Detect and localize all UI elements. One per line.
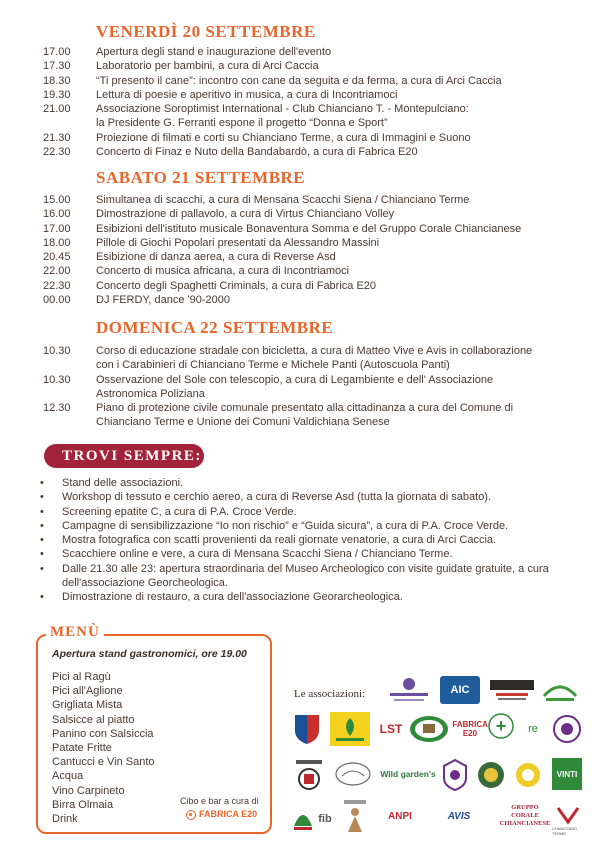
logo-crest-purple — [442, 758, 468, 792]
menu-item: Salsicce al piatto — [52, 713, 135, 726]
logo-ct-text — [552, 826, 584, 836]
logo-avis-text: AVIS — [447, 810, 471, 822]
logo-orizzonte — [334, 760, 372, 788]
fabrica-icon — [186, 810, 196, 820]
schedule-row — [43, 344, 573, 373]
schedule-row — [43, 264, 573, 278]
associations-label: Le associazioni: — [294, 688, 366, 700]
menu-box — [36, 624, 272, 834]
schedule-row — [43, 236, 573, 250]
logo-fabrica-e20 — [452, 712, 488, 746]
schedule-friday — [43, 45, 573, 159]
trovi-sempre-badge — [44, 444, 204, 468]
logo-arci-caccia — [488, 676, 536, 704]
menu-item: Patate Fritte — [52, 742, 112, 755]
logo-avis — [426, 804, 492, 828]
schedule-row — [43, 88, 573, 102]
list-item: • Campagne di sensibilizzazione “Io non rischio” e “Guida sicura”, a cura di P.A. Croce Verde. — [40, 519, 580, 533]
event-desc: Apertura degli stand e inaugurazione dell'evento — [96, 46, 332, 58]
menu-subtitle: Apertura stand gastronomici, ore 19.00 — [52, 648, 247, 660]
event-desc-line: la Presidente G. Ferranti espone il progetto “Donna e Sport” — [96, 117, 388, 130]
logo-vinti-text: VINTI — [556, 769, 578, 779]
schedule-row — [43, 59, 573, 73]
logo-shield-crest — [292, 712, 322, 746]
logo-yellow-circle — [514, 760, 542, 790]
event-time: 21.30 — [43, 131, 71, 144]
list-item: • Workshop di tessuto e cerchio aereo, a cura di Reverse Asd (tutta la giornata di sabato). — [40, 490, 580, 504]
event-desc: Laboratorio per bambini, a cura di Arci Caccia — [96, 60, 319, 73]
event-time: 00.00 — [43, 294, 71, 307]
list-item: • Dalle 21.30 alle 23: apertura straordinaria del Museo Archeologico con visite guidate gratuite, a cura dell'associazione Georcheologica. — [40, 562, 580, 591]
day-title-friday: VENERDÌ 20 SETTEMBRE — [96, 22, 316, 41]
event-time: 17.00 — [43, 222, 71, 235]
logo-aic — [440, 676, 480, 704]
event-desc-line: Astronomica Poliziana — [96, 387, 205, 400]
menu-credit — [180, 796, 270, 820]
schedule-row — [43, 207, 573, 221]
logo-fib — [314, 806, 336, 832]
menu-credit-text: Cibo e bar a cura di — [180, 796, 259, 806]
event-desc-line: Associazione Soroptimist International - Club Chianciano T. - Montepulciano: — [96, 103, 469, 116]
logo-wild-gardens — [380, 762, 436, 786]
event-time: 18.30 — [43, 74, 71, 87]
logo-monument-oval — [408, 714, 450, 744]
event-time: 15.00 — [43, 194, 71, 206]
event-time: 10.30 — [43, 345, 71, 357]
event-desc: DJ FERDY, dance '90-2000 — [96, 294, 230, 307]
logo-legambiente-circle — [540, 676, 580, 704]
list-item: • Screening epatite C, a cura di P.A. Croce Verde. — [40, 505, 580, 519]
event-desc-line: Corso di educazione stradale con bicicletta, a cura di Matteo Vive e Avis in collaborazione — [96, 345, 533, 357]
logo-anpi — [380, 800, 420, 832]
logo-gruppo-corale — [500, 802, 550, 830]
logo-aic-text: AIC — [450, 684, 470, 696]
logo-corale-text: GRUPPO CORALE CHIANCIANESE — [499, 804, 551, 827]
fabrica-brand: FABRICA E20 — [199, 809, 258, 819]
event-desc-line: Osservazione del Sole con telescopio, a cura di Legambiente e dell' Associazione — [96, 373, 494, 386]
logo-vinti — [552, 758, 582, 790]
event-desc: Esibizione di danza aerea, a cura di Reverse Asd — [96, 251, 336, 264]
schedule-row — [43, 293, 573, 307]
menu-item: Panino con Salsiccia — [52, 727, 154, 740]
event-desc-line: Piano di protezione civile comunale presentato alla cittadinanza a cura del Comune di — [96, 402, 514, 415]
event-desc — [96, 102, 573, 131]
logo-legambiente — [330, 712, 370, 746]
logo-lst — [378, 712, 404, 746]
logo-reverse — [520, 712, 546, 746]
logo-chianciano-green — [292, 800, 314, 834]
logo-croce-text: + — [495, 716, 507, 736]
menu-item: Grigliata Mista — [52, 699, 123, 712]
list-item: • Scacchiere online e vere, a cura di Mensana Scacchi Siena / Chianciano Terme. — [40, 547, 580, 561]
event-time: 22.30 — [43, 279, 71, 292]
trovi-sempre-title: TROVI SEMPRE: — [62, 447, 202, 464]
event-desc: “Ti presento il cane”: incontro con cane da seguita e da ferma, a cura di Arci Caccia — [96, 74, 502, 87]
logo-figure — [340, 798, 370, 834]
schedule-row — [43, 401, 573, 430]
schedule-row — [43, 102, 573, 131]
schedule-saturday — [43, 193, 573, 307]
event-desc: Esibizioni dell'istituto musicale Bonaventura Somma e del Gruppo Corale Chiancianese — [96, 222, 522, 235]
logo-croce-verde — [488, 712, 514, 744]
event-time: 21.00 — [43, 103, 71, 116]
menu-item: Acqua — [52, 770, 84, 783]
event-desc: Simultanea di scacchi, a cura di Mensana Scacchi Siena / Chianciano Terme — [96, 194, 470, 206]
event-time: 19.30 — [43, 88, 71, 101]
menu-item: Pici al Ragù — [52, 671, 111, 683]
logo-reverse-text: re — [528, 723, 538, 735]
event-desc: Pillole di Giochi Popolari presentati da Alessandro Massini — [96, 236, 380, 249]
event-time: 20.45 — [43, 251, 71, 264]
schedule-sunday — [43, 344, 573, 430]
event-desc — [96, 373, 573, 402]
schedule-row — [43, 279, 573, 293]
schedule-row — [43, 250, 573, 264]
event-desc: Dimostrazione di pallavolo, a cura di Virtus Chianciano Volley — [96, 208, 395, 221]
list-item: • Dimostrazione di restauro, a cura dell'associazione Georarcheologica. — [40, 590, 580, 604]
logo-matteo-vive — [292, 758, 326, 792]
schedule-row — [43, 45, 573, 59]
event-desc-line: Chianciano Terme e Unione dei Comuni Valdichiana Senese — [96, 416, 390, 429]
event-time: 22.00 — [43, 265, 71, 278]
day-title-saturday: SABATO 21 SETTEMBRE — [96, 168, 306, 187]
logo-anpi-text: ANPI — [388, 810, 412, 822]
schedule-row — [43, 373, 573, 402]
logo-fib-text: fib — [318, 813, 332, 825]
menu-items — [52, 670, 155, 826]
trovi-sempre-list — [40, 476, 580, 605]
menu-item: Cantucci e Vin Santo — [52, 756, 155, 769]
event-desc: Concerto di musica africana, a cura di Incontriamoci — [96, 265, 350, 278]
event-time: 17.30 — [43, 60, 71, 73]
logo-ct-label: CHIANCIANO TERME — [552, 826, 578, 836]
event-time: 10.30 — [43, 373, 71, 386]
event-time: 18.00 — [43, 236, 71, 249]
event-desc: Proiezione di filmati e corti su Chianciano Terme, a cura di Immagini e Suono — [96, 131, 471, 144]
event-desc-line: con i Carabinieri di Chianciano Terme e Michele Panti (Autoscuola Panti) — [96, 359, 450, 372]
event-desc — [96, 401, 573, 430]
menu-item: Pici all'Aglione — [52, 685, 123, 698]
event-time: 17.00 — [43, 46, 71, 58]
schedule-row — [43, 74, 573, 88]
schedule-row — [43, 222, 573, 236]
menu-item: Vino Carpineto — [52, 784, 125, 797]
schedule-row — [43, 193, 573, 207]
event-time: 22.30 — [43, 146, 71, 159]
list-item: • Stand delle associazioni. — [40, 476, 580, 490]
logo-fabrica-text: FABRICA E20 — [452, 720, 488, 738]
event-desc: Lettura di poesie e aperitivo in musica, a cura di Incontriamoci — [96, 88, 398, 101]
schedule-row — [43, 145, 573, 159]
logo-round-badge — [476, 760, 506, 790]
event-desc: Concerto degli Spaghetti Criminals, a cura di Fabrica E20 — [96, 279, 377, 292]
event-time: 16.00 — [43, 208, 71, 221]
logo-wild-text: Wild garden's — [380, 769, 436, 779]
day-title-sunday: DOMENICA 22 SETTEMBRE — [96, 318, 334, 337]
logo-soroptimist — [552, 714, 582, 744]
event-desc — [96, 344, 573, 373]
event-desc: Concerto di Finaz e Nuto della Bandabardò, a cura di Fabrica E20 — [96, 146, 418, 159]
fabrica-e20-logo — [186, 809, 270, 820]
logo-lst-text: LST — [379, 722, 403, 736]
menu-title: MENÙ — [46, 624, 104, 641]
event-time: 12.30 — [43, 402, 71, 415]
menu-item: Drink — [52, 813, 78, 826]
menu-item: Birra Olmaia — [52, 798, 114, 811]
list-item: • Mostra fotografica con scatti provenienti da reali giornate venatorie, a cura di Arci Caccia. — [40, 533, 580, 547]
logo-istituto-musicale — [386, 676, 432, 706]
schedule-row — [43, 131, 573, 145]
